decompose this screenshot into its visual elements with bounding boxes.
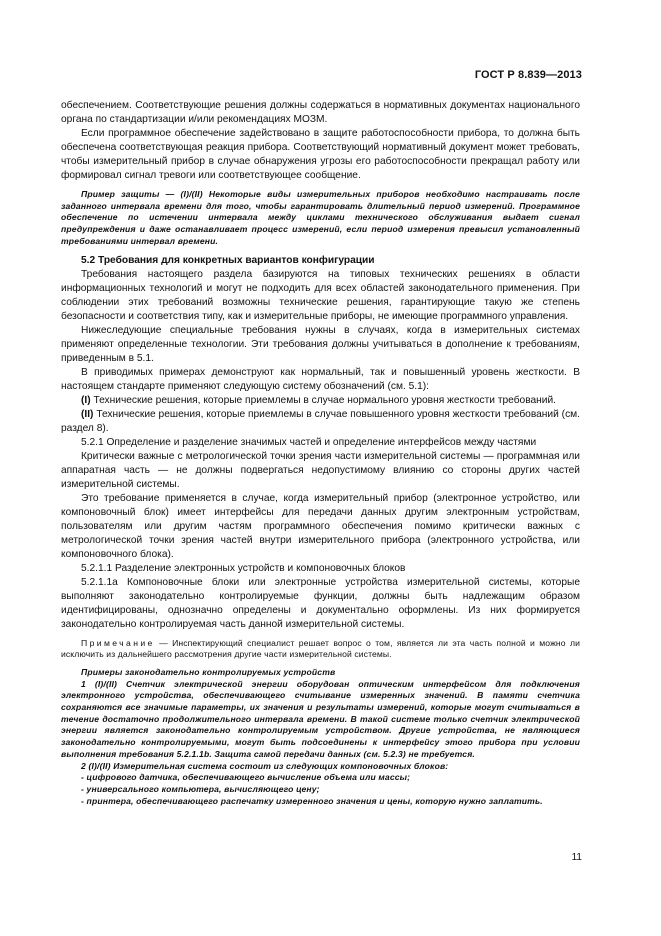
paragraph-level-ii	[61, 408, 580, 436]
example-2-item-2: - универсального компьютера, вычисляющего цену;	[81, 783, 320, 794]
protection-example: Пример защиты — (I)/(II) Некоторые виды измерительных приборов необходимо настраивать после заданного интервала времени для того, чтобы гарантировать длительный период измерений. Программное обеспечение по истечении интервала между циклами технического обслуживания выдает сигнал предупреждения и даже останавливает процесс измерений, если период измерения превысил установленный требованиями интервал времени.	[61, 189, 580, 246]
paragraph-software-protection: Если программное обеспечение задействовано в защите работоспособности прибора, то должна быть обеспечена соответствующая реакция прибора. Соответствующий нормативный документ может требовать, чтобы измерительный прибор в случае обнаружения угрозы его работоспособности прекращал работу или формировал сигнал тревоги или соответствующее сообщение.	[61, 128, 580, 181]
note-paragraph	[61, 638, 580, 661]
example-2-item-1: - цифрового датчика, обеспечивающего вычисление объема или массы;	[81, 772, 411, 783]
subsection-5-2-1: 5.2.1 Определение и разделение значимых частей и определение интерфейсов между частями	[81, 436, 537, 448]
level-ii-label: (II)	[81, 408, 94, 420]
paragraph-interfaces: Это требование применяется в случае, когда измерительный прибор (электронное устройство, или компоновочный блок) имеет интерфейсы для передачи данных другим электронным устройствам, пользователям или другим частям программного обеспечения помимо критически важных с метрологической точки зрения частей внутри измерительного прибора (электронного устройства, или компоновочного блока).	[61, 492, 580, 560]
page-content	[61, 99, 580, 807]
level-ii-text: Технические решения, которые приемлемы в случае повышенного уровня жесткости требований (см. раздел 8).	[61, 408, 580, 434]
example-2: 2 (I)/(II) Измерительная система состоит из следующих компоновочных блоков:	[81, 760, 449, 771]
paragraph-critical-parts: Критически важные с метрологической точки зрения части измерительной системы — программная или аппаратная часть — не должны подвергаться недопустимому влиянию со стороны других частей измерительной системы.	[61, 450, 580, 490]
note-text: — Инспектирующий специалист решает вопрос о том, является ли эта часть полной и можно ли исключить из дальнейшего рассмотрения другие части измерительной системы.	[61, 637, 580, 660]
paragraph-section-basis: Требования настоящего раздела базируются на типовых технических решениях в области информационных технологий и могут не подходить для всех областей законодательного применения. При соблюдении этих требований возможны технические решения, гарантирующие такую же степень безопасности и соответствия типу, как и измерительные приборы, не имеющие программного управления.	[61, 268, 580, 322]
requirement-5-2-1-1a: 5.2.1.1a Компоновочные блоки или электронные устройства измерительной системы, которые выполняют законодательно контролируемые функции, должны быть надлежащим образом идентифицированы, однозначно определены и документально оформлены. Из них формируется законодательно контролируемая часть данной измерительной системы.	[61, 576, 580, 630]
paragraph-special-requirements: Нижеследующие специальные требования нужны в случаях, когда в измерительных системах применяют определенные технологии. Эти требования должны учитываться в дополнение к требованиям, приведенным в 5.1.	[61, 324, 580, 364]
paragraph-level-i	[61, 394, 580, 408]
note-label: Примечание	[81, 637, 155, 648]
subsection-5-2-1-1: 5.2.1.1 Разделение электронных устройств и компоновочных блоков	[81, 562, 406, 574]
level-i-text: Технические решения, которые приемлемы в случае нормального уровня жесткости требований.	[90, 394, 556, 406]
paragraph-continuation: обеспечением. Соответствующие решения должны содержаться в нормативных документах национального органа по стандартизации и/или рекомендациях МОЗМ.	[61, 100, 580, 125]
examples-title: Примеры законодательно контролируемых устройств	[81, 666, 336, 677]
level-i-label: (I)	[81, 394, 91, 406]
example-2-item-3: - принтера, обеспечивающего распечатку измеренного значения и цены, которую нужно заплатить.	[81, 795, 543, 806]
paragraph-notation-system: В приводимых примерах демонструют как нормальный, так и повышенный уровень жесткости. В настоящем стандарте применяют следующую систему обозначений (см. 5.1):	[61, 366, 580, 392]
example-1: 1 (I)/(II) Счетчик электрической энергии оборудован оптическим интерфейсом для подключения электронного устройства, обеспечивающего считывание измеренных значений. В памяти счетчика сохраняются все значимые параметры, их значения и результаты измерений, которые могут считываться в течение достаточно продолжительного интервала времени. В такой системе только счетчик электрической энергии является законодательно контролируемым устройством. Другие устройства, не являющиеся законодательно контролируемыми, могут быть подсоединены к интерфейсу этого прибора при условии выполнения требования 5.2.1.1b. Защита самой передачи данных (см. 5.2.3) не требуется.	[61, 678, 580, 759]
section-heading-5-2: 5.2 Требования для конкретных вариантов конфигурации	[81, 254, 375, 266]
page-number: 11	[571, 852, 582, 863]
document-code-header: ГОСТ Р 8.839—2013	[474, 69, 582, 81]
